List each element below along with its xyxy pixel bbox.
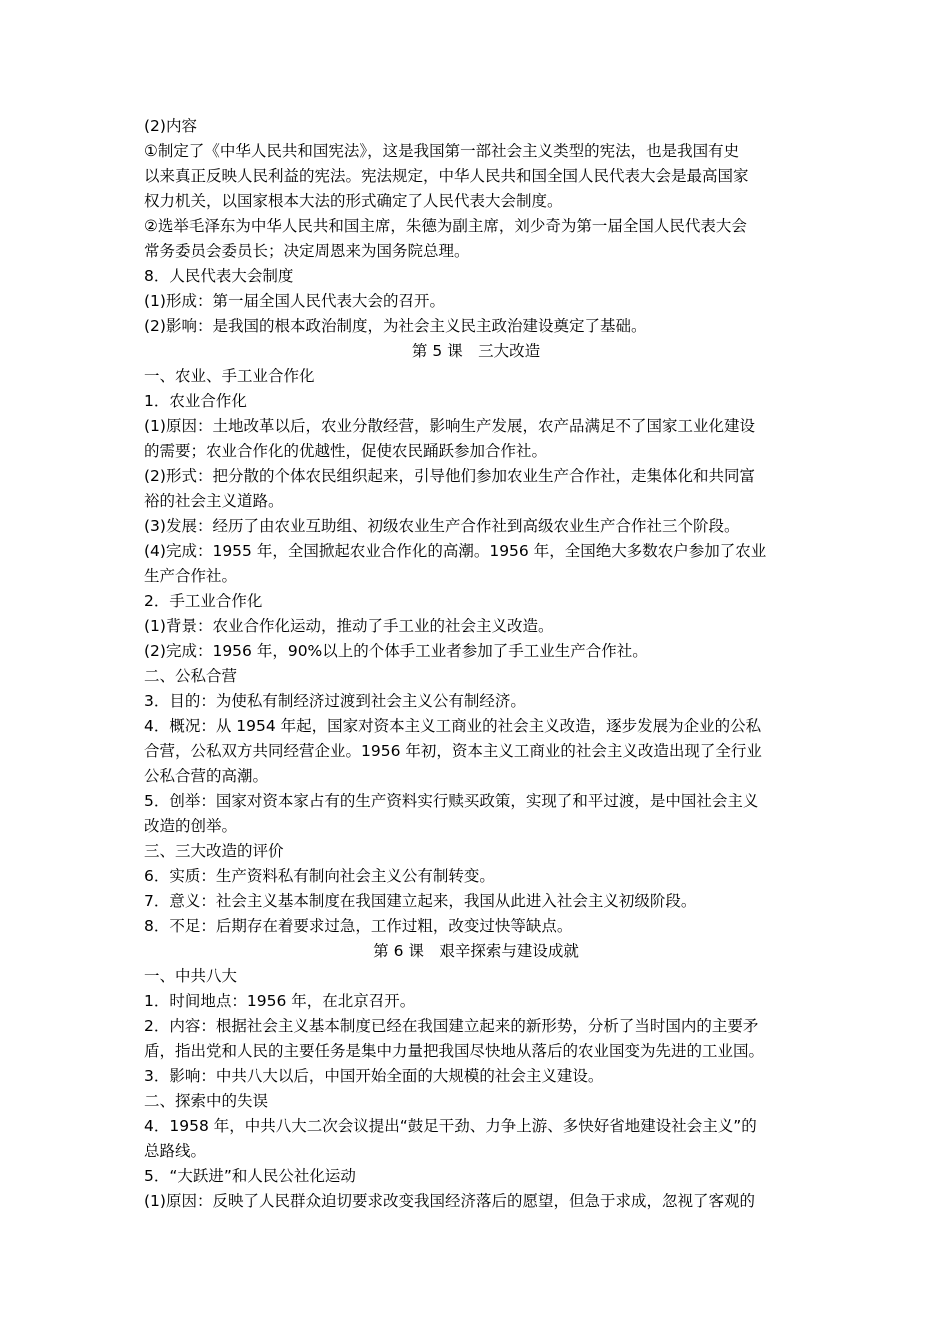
text-line: 8．人民代表大会制度 xyxy=(144,267,294,285)
text-line: 常务委员会委员长；决定周恩来为国务院总理。 xyxy=(144,242,470,260)
text-line: 5．创举：国家对资本家占有的生产资料实行赎买政策，实现了和平过渡，是中国社会主义 xyxy=(144,792,759,810)
lesson-heading: 第 6 课 艰辛探索与建设成就 xyxy=(373,942,579,960)
text-line: 盾，指出党和人民的主要任务是集中力量把我国尽快地从落后的农业国变为先进的工业国。 xyxy=(144,1042,765,1060)
document-body xyxy=(144,114,808,1214)
text-line: 改造的创举。 xyxy=(144,817,238,835)
text-line: 三、三大改造的评价 xyxy=(144,842,284,860)
text-line: 权力机关，以国家根本大法的形式确定了人民代表大会制度。 xyxy=(144,192,563,210)
text-line: ②选举毛泽东为中华人民共和国主席，朱德为副主席，刘少奇为第一届全国人民代表大会 xyxy=(144,217,747,235)
text-line: 5．“大跃进”和人民公社化运动 xyxy=(144,1167,356,1185)
text-line: 1．农业合作化 xyxy=(144,392,247,410)
text-line: 二、探索中的失误 xyxy=(144,1092,269,1110)
text-line: (1)背景：农业合作化运动，推动了手工业的社会主义改造。 xyxy=(144,617,554,635)
text-line: 的需要；农业合作化的优越性，促使农民踊跃参加合作社。 xyxy=(144,442,548,460)
text-line: ①制定了《中华人民共和国宪法》，这是我国第一部社会主义类型的宪法，也是我国有史 xyxy=(144,142,740,160)
text-line: 3．影响：中共八大以后，中国开始全面的大规模的社会主义建设。 xyxy=(144,1067,604,1085)
text-line: 合营，公私双方共同经营企业。1956 年初，资本主义工商业的社会主义改造出现了全行业 xyxy=(144,742,762,760)
text-line: (1)原因：土地改革以后，农业分散经营，影响生产发展，农产品满足不了国家工业化建设 xyxy=(144,417,755,435)
text-line: 公私合营的高潮。 xyxy=(144,767,269,785)
text-line: (4)完成：1955 年，全国掀起农业合作化的高潮。1956 年，全国绝大多数农户参加了农业 xyxy=(144,542,767,560)
text-line: 一、农业、手工业合作化 xyxy=(144,367,315,385)
text-line: (2)内容 xyxy=(144,117,197,135)
text-line: 一、中共八大 xyxy=(144,967,238,985)
text-line: 8．不足：后期存在着要求过急，工作过粗，改变过快等缺点。 xyxy=(144,917,573,935)
text-line: 4．概况：从 1954 年起，国家对资本主义工商业的社会主义改造，逐步发展为企业的公私 xyxy=(144,717,762,735)
text-line: (1)形成：第一届全国人民代表大会的召开。 xyxy=(144,292,445,310)
text-line: (2)影响：是我国的根本政治制度，为社会主义民主政治建设奠定了基础。 xyxy=(144,317,647,335)
text-line: 总路线。 xyxy=(144,1142,207,1160)
text-line: (2)形式：把分散的个体农民组织起来，引导他们参加农业生产合作社，走集体化和共同富 xyxy=(144,467,755,485)
text-line: (3)发展：经历了由农业互助组、初级农业生产合作社到高级农业生产合作社三个阶段。 xyxy=(144,517,740,535)
text-line: 3．目的：为使私有制经济过渡到社会主义公有制经济。 xyxy=(144,692,526,710)
text-line: 7．意义：社会主义基本制度在我国建立起来，我国从此进入社会主义初级阶段。 xyxy=(144,892,697,910)
text-line: 2．手工业合作化 xyxy=(144,592,263,610)
text-line: (2)完成：1956 年，90%以上的个体手工业者参加了手工业生产合作社。 xyxy=(144,642,648,660)
text-line: 裕的社会主义道路。 xyxy=(144,492,284,510)
text-line: 2．内容：根据社会主义基本制度已经在我国建立起来的新形势，分析了当时国内的主要矛 xyxy=(144,1017,759,1035)
text-line: (1)原因：反映了人民群众迫切要求改变我国经济落后的愿望，但急于求成，忽视了客观的 xyxy=(144,1192,755,1210)
text-line: 6．实质：生产资料私有制向社会主义公有制转变。 xyxy=(144,867,495,885)
lesson-heading: 第 5 课 三大改造 xyxy=(411,342,541,360)
text-line: 二、公私合营 xyxy=(144,667,238,685)
text-line: 4．1958 年，中共八大二次会议提出“鼓足干劲、力争上游、多快好省地建设社会主义”的 xyxy=(144,1117,757,1135)
text-line: 以来真正反映人民利益的宪法。宪法规定，中华人民共和国全国人民代表大会是最高国家 xyxy=(144,167,749,185)
text-line: 1．时间地点：1956 年，在北京召开。 xyxy=(144,992,416,1010)
text-line: 生产合作社。 xyxy=(144,567,238,585)
